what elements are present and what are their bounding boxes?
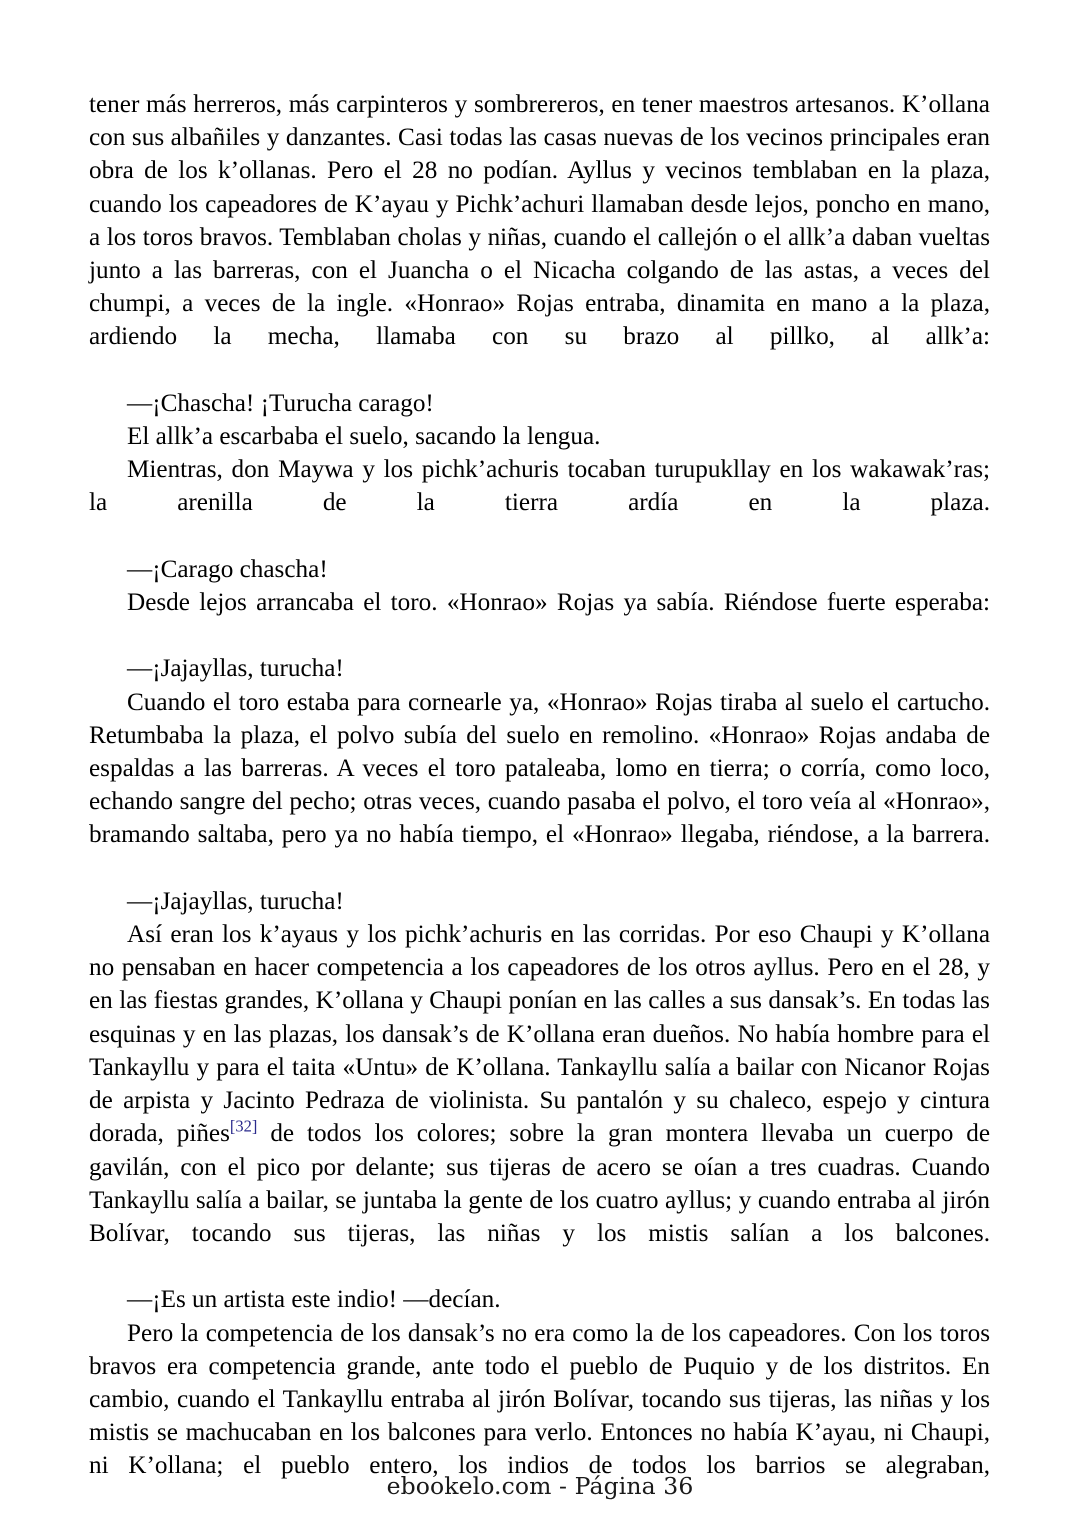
dialogue-line: —¡Es un artista este indio! —decían.: [127, 1286, 501, 1314]
paragraph: tener más herreros, más carpinteros y sombrereros, en tener maestros artesanos. K’ollana con sus albañiles y danzantes. Casi todas las casas nuevas de los vecinos principales eran obra de los k’ollanas. Pero el 28 no podían. Ayllus y vecinos temblaban en la plaza, cuando los capeadores de K’ayau y Pichk’achuri llamaban desde lejos, poncho en mano, a los toros bravos. Temblaban cholas y niñas, cuando el callejón o el allk’a daban vueltas junto a las barreras, con el Juancha o el Nicacha colgando de las astas, a veces del chumpi, a veces de la ingle. «Honrao» Rojas entraba, dinamita en mano a la plaza, ardiendo la mecha, llamaba con su brazo al pillko, al allk’a:: [89, 91, 990, 351]
paragraph: Pero la competencia de los dansak’s no era como la de los capeadores. Con los toros bravos era competencia grande, ante todo el pueblo de Puquio y de los distritos. En cambio, cuando el Tankayllu entraba al jirón Bolívar, tocando sus tijeras, las niñas y los mistis se machucaban en los balcones para verlo. Entonces no había K’ayau, ni Chaupi, ni K’ollana; el pueblo entero, los indios de todos los barrios se alegraban,: [89, 1319, 990, 1480]
body-text-column: [89, 88, 990, 1516]
paragraph: Mientras, don Maywa y los pichk’achuris tocaban turupukllay en los wakawak’ras; la arenilla de la tierra ardía en la plaza.: [89, 456, 990, 517]
paragraph-with-footnote: [89, 918, 990, 1283]
footnote-reference-link[interactable]: [32]: [229, 1116, 258, 1136]
dialogue-line: —¡Chascha! ¡Turucha carago!: [127, 389, 434, 417]
paragraph: Cuando el toro estaba para cornearle ya, «Honrao» Rojas tiraba al suelo el cartucho. Retumbaba la plaza, el polvo subía del suelo en remolino. «Honrao» Rojas andaba de espaldas a las barreras. A veces el toro pataleaba, lomo en tierra; o corría, como loco, echando sangre del pecho; otras veces, cuando pasaba el polvo, el toro veía al «Honrao», bramando saltaba, pero ya no había tiempo, el «Honrao» llegaba, riéndose, a la barrera.: [89, 688, 990, 849]
dialogue-line: —¡Jajayllas, turucha!: [127, 655, 344, 683]
dialogue-line: —¡Carago chascha!: [127, 555, 328, 583]
dialogue-line: —¡Jajayllas, turucha!: [127, 887, 344, 915]
paragraph: Desde lejos arrancaba el toro. «Honrao» Rojas ya sabía. Riéndose fuerte esperaba:: [127, 589, 990, 617]
page-footer: ebookelo.com - Página 36: [386, 1472, 694, 1500]
paragraph-text-after-footnote: de todos los colores; sobre la gran montera llevaba un cuerpo de gavilán, con el pico por delante; sus tijeras de acero se oían a tres cuadras. Cuando Tankayllu salía a bailar, se juntaba la gente de los cuatro ayllus; y cuando entraba al jirón Bolívar, tocando sus tijeras, las niñas y los mistis salían a los balcones.: [89, 1120, 990, 1247]
paragraph-text-before-footnote: Así eran los k’ayaus y los pichk’achuris en las corridas. Por eso Chaupi y K’ollana no pensaban en hacer competencia a los capeadores de los otros ayllus. Pero en el 28, y en las fiestas grandes, K’ollana y Chaupi ponían en las calles a sus dansak’s. En todas las esquinas y en las plazas, los dansak’s de K’ollana eran dueños. No había hombre para el Tankayllu y para el taita «Untu» de K’ollana. Tankayllu salía a bailar con Nicanor Rojas de arpista y Jacinto Pedraza de violinista. Su pantalón y su chaleco, espejo y cintura dorada, piñes: [89, 921, 990, 1148]
paragraph: El allk’a escarbaba el suelo, sacando la lengua.: [127, 423, 601, 451]
